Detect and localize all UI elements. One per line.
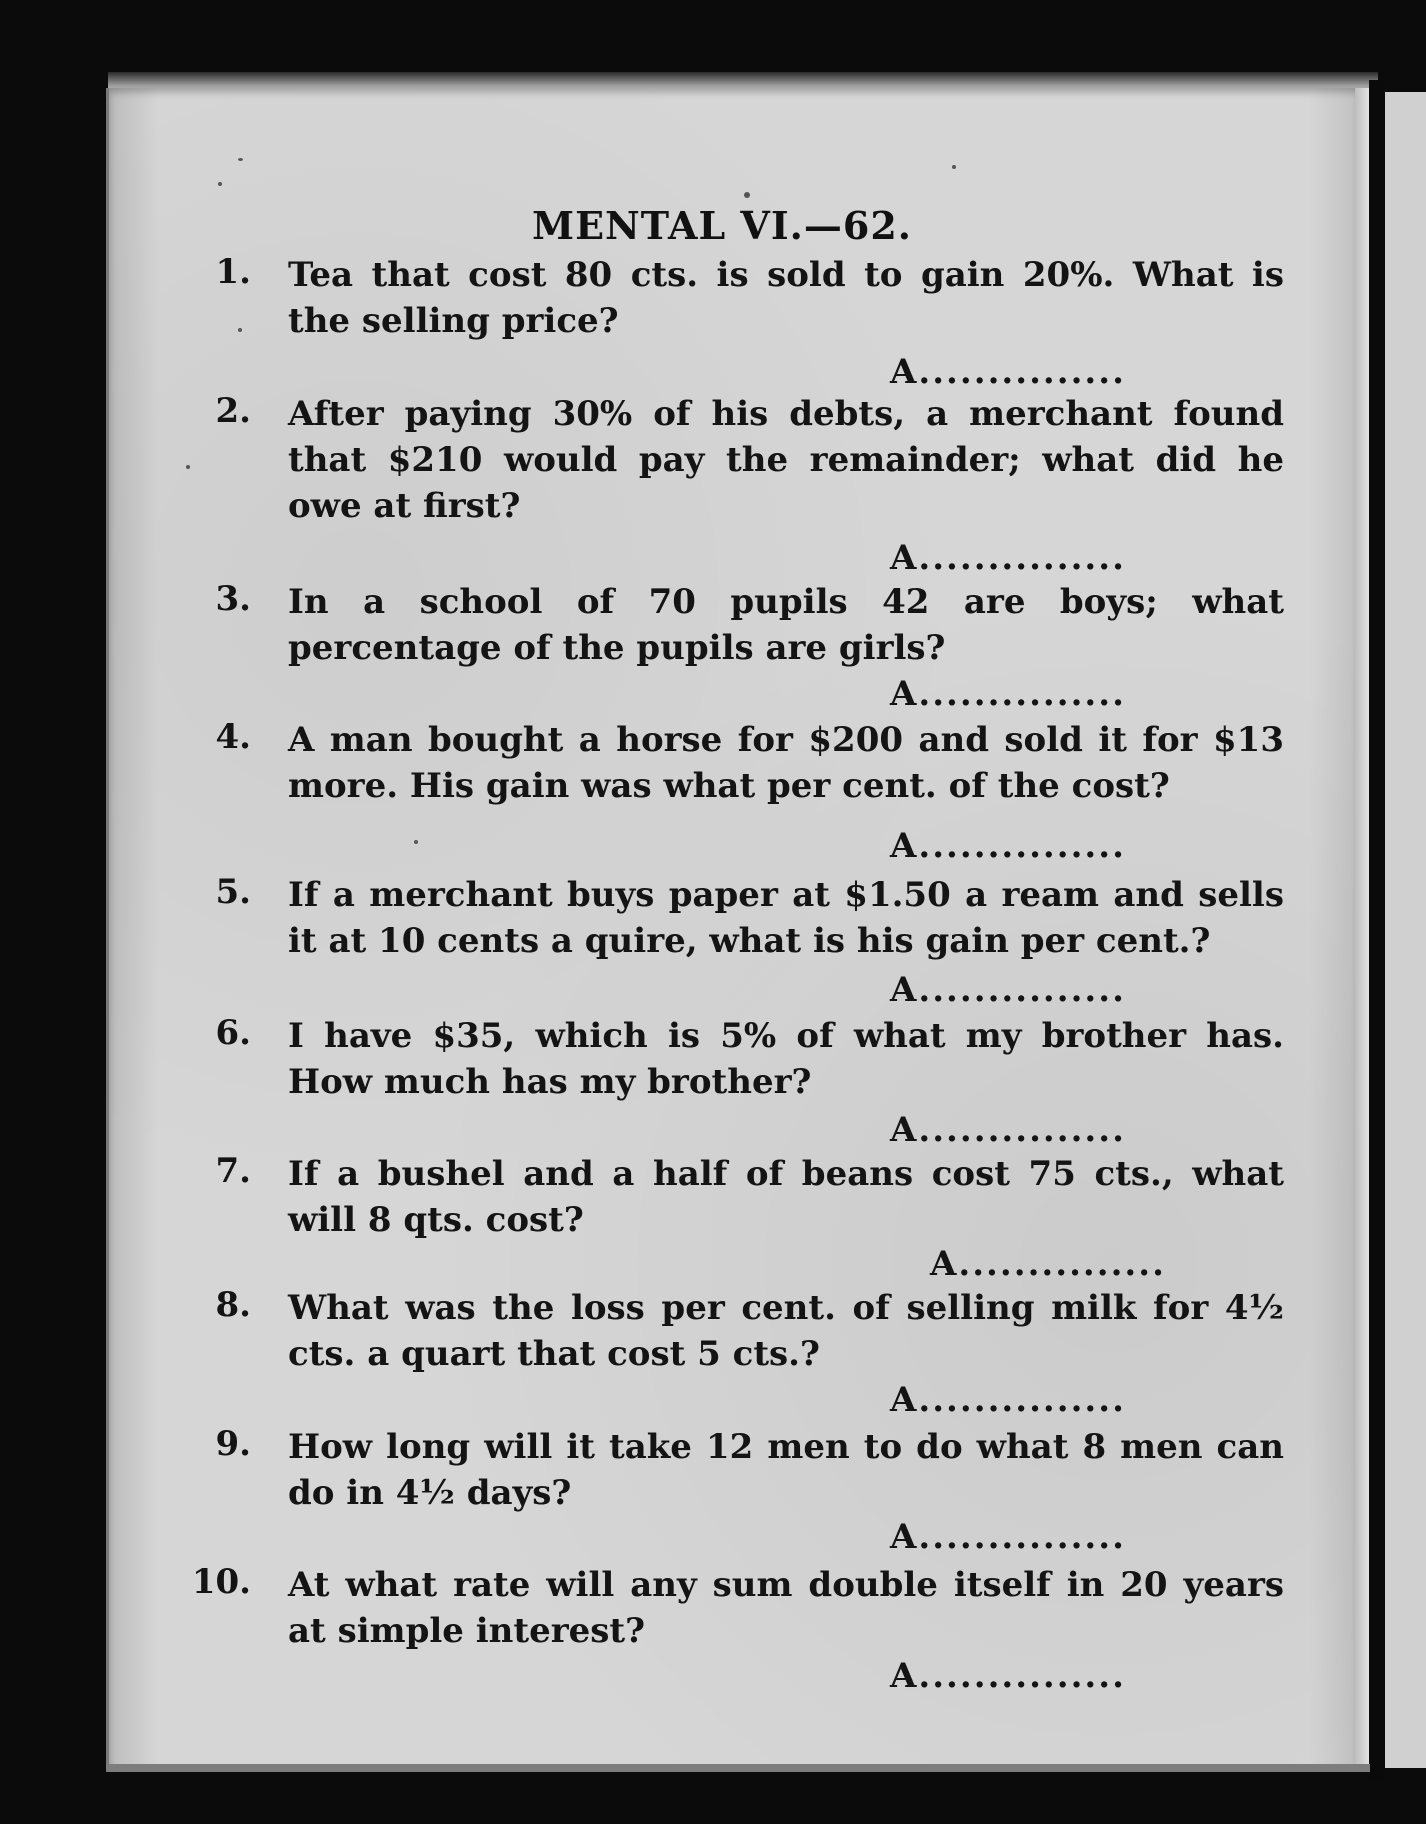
question-number: 10. xyxy=(191,1562,251,1602)
question-number: 7. xyxy=(215,1151,251,1191)
question-text: After paying 30% of his debts, a merchant found that $210 would pay the remainder; what did he owe at first? xyxy=(288,394,1284,526)
question-text: What was the loss per cent. of selling milk for 4½ cts. a quart that cost 5 cts.? xyxy=(288,1288,1284,1374)
question-text: Tea that cost 80 cts. is sold to gain 20%. What is the selling price? xyxy=(288,255,1284,341)
answer-blank: A............... xyxy=(890,1517,1126,1557)
answer-blank: A............... xyxy=(890,538,1126,578)
question-number: 6. xyxy=(215,1013,251,1053)
question-text: If a merchant buys paper at $1.50 a ream and sells it at 10 cents a quire, what is his gain per cent.? xyxy=(288,875,1284,961)
answer-blank: A............... xyxy=(890,1656,1126,1696)
answer-blank: A............... xyxy=(930,1244,1166,1284)
answer-blank: A............... xyxy=(890,674,1126,714)
question-number: 1. xyxy=(215,252,251,292)
question-text: If a bushel and a half of beans cost 75 cts., what will 8 qts. cost? xyxy=(288,1154,1284,1240)
question-text: In a school of 70 pupils 42 are boys; what percentage of the pupils are girls? xyxy=(288,582,1284,668)
page-title: MENTAL VI.—62. xyxy=(532,203,912,248)
question-text: I have $35, which is 5% of what my brother has. How much has my brother? xyxy=(288,1016,1284,1102)
print-speck xyxy=(238,328,242,332)
print-speck xyxy=(414,840,418,844)
question-number: 8. xyxy=(215,1285,251,1325)
answer-blank: A............... xyxy=(890,970,1126,1010)
question-number: 2. xyxy=(215,391,251,431)
question-text: At what rate will any sum double itself in 20 years at simple interest? xyxy=(288,1565,1284,1651)
print-speck xyxy=(186,465,190,469)
answer-blank: A............... xyxy=(890,352,1126,392)
print-speck xyxy=(238,158,243,161)
question-text: A man bought a horse for $200 and sold it for $13 more. His gain was what per cent. of the cost? xyxy=(288,720,1284,806)
print-speck xyxy=(952,165,956,169)
book-spine xyxy=(1369,80,1385,1780)
answer-blank: A............... xyxy=(890,1380,1126,1420)
print-speck xyxy=(744,192,750,198)
print-speck xyxy=(218,182,222,186)
question-number: 5. xyxy=(215,872,251,912)
answer-blank: A............... xyxy=(890,826,1126,866)
question-text: How long will it take 12 men to do what 8 men can do in 4½ days? xyxy=(288,1427,1284,1513)
question-number: 3. xyxy=(215,579,251,619)
answer-blank: A............... xyxy=(890,1110,1126,1150)
question-number: 4. xyxy=(215,717,251,757)
page-right-margin xyxy=(1355,88,1369,1768)
facing-page-edge xyxy=(1385,92,1426,1768)
question-number: 9. xyxy=(215,1424,251,1464)
page-bottom-edge xyxy=(106,1764,1370,1772)
